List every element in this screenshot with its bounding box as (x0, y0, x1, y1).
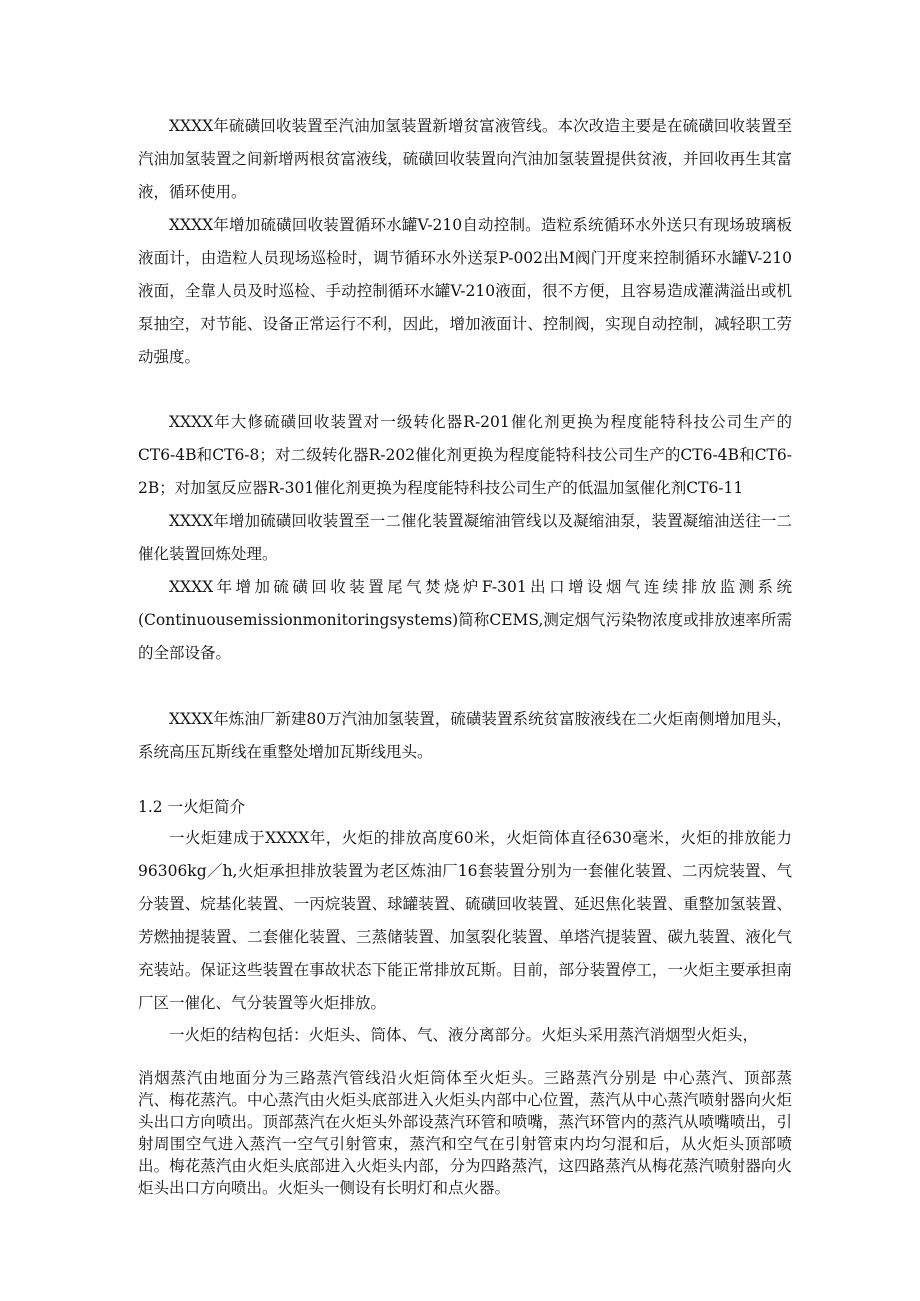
section-heading: 1.2 一火炬简介 (138, 798, 246, 816)
paragraph-cems: XXXX年增加硫磺回收装置尾气焚烧炉F-301出口增设烟气连续排放监测系统(Continuousemissionmonitoringsystems)简称CEMS,测定烟气污染物浓度或排放速率所需的全部设备。 (138, 578, 792, 662)
paragraph-flare-structure: 一火炬的结构包括：火炬头、筒体、气、液分离部分。火炬头采用蒸汽消烟型火炬头， (169, 1026, 759, 1044)
paragraph-catalyst-replacement: XXXX年大修硫磺回收装置对一级转化器R-201催化剂更换为程度能特科技公司生产的CT6-4B和CT6-8；对二级转化器R-202催化剂更换为程度能特科技公司生产的CT6-4B和CT6-2B；对加氢反应器R-301催化剂更换为程度能特科技公司生产的低温加氢催化剂CT6-11 (138, 413, 792, 497)
paragraph-smoke-steam: 消烟蒸汽由地面分为三路蒸汽管线沿火炬筒体至火炬头。三路蒸汽分别是 中心蒸汽、顶部蒸汽、梅花蒸汽。中心蒸汽由火炬头底部进入火炬头内部中心位置，蒸汽从中心蒸汽喷射器向火炬头出口方向喷出。顶部蒸汽在火炬头外部设蒸汽环管和喷嘴，蒸汽环管内的蒸汽从喷嘴喷出，引射周围空气进入蒸汽一空气引射管束，蒸汽和空气在引射管束内均匀混和后，从火炬头顶部喷出。梅花蒸汽由火炬头底部进入火炬头内部，分为四路蒸汽，这四路蒸汽从梅花蒸汽喷射器向火炬头出口方向喷出。火炬头一侧设有长明灯和点火器。 (138, 1069, 792, 1197)
paragraph-circulating-water-tank: XXXX年增加硫磺回收装置循环水罐V-210自动控制。造粒系统循环水外送只有现场玻璃板液面计，由造粒人员现场巡检时，调节循环水外送泵P-002出M阀门开度来控制循环水罐V-210液面，全靠人员及时巡检、手动控制循环水罐V-210液面，很不方便，且容易造成灌满溢出或机泵抽空，对节能、设备正常运行不利，因此，增加液面计、控制阀，实现自动控制，减轻职工劳动强度。 (138, 216, 792, 366)
paragraph-condensate-oil-line: XXXX年增加硫磺回收装置至一二催化装置凝缩油管线以及凝缩油泵，装置凝缩油送往一二催化装置回炼处理。 (138, 512, 792, 563)
paragraph-gasoline-hydrogenation: XXXX年炼油厂新建80万汽油加氢装置，硫磺装置系统贫富胺液线在二火炬南侧增加甩头，系统高压瓦斯线在重整处增加瓦斯线甩头。 (138, 710, 792, 761)
paragraph-lean-rich-amine-line: XXXX年硫磺回收装置至汽油加氢装置新增贫富液管线。本次改造主要是在硫磺回收装置至汽油加氢装置之间新增两根贫富液线，硫磺回收装置向汽油加氢装置提供贫液，并回收再生其富液，循环使用。 (138, 117, 792, 201)
paragraph-flare-overview: 一火炬建成于XXXX年，火炬的排放高度60米，火炬筒体直径630毫米，火炬的排放能力96306kg／h,火炬承担排放装置为老区炼油厂16套装置分别为一套催化装置、二丙烷装置、气分装置、烷基化装置、一丙烷装置、球罐装置、硫磺回收装置、延迟焦化装置、重整加氢装置、芳燃抽提装置、二套催化装置、三蒸储装置、加氢裂化装置、单塔汽提装置、碳九装置、液化气充装站。保证这些装置在事故状态下能正常排放瓦斯。目前，部分装置停工，一火炬主要承担南厂区一催化、气分装置等火炬排放。 (138, 829, 792, 1012)
